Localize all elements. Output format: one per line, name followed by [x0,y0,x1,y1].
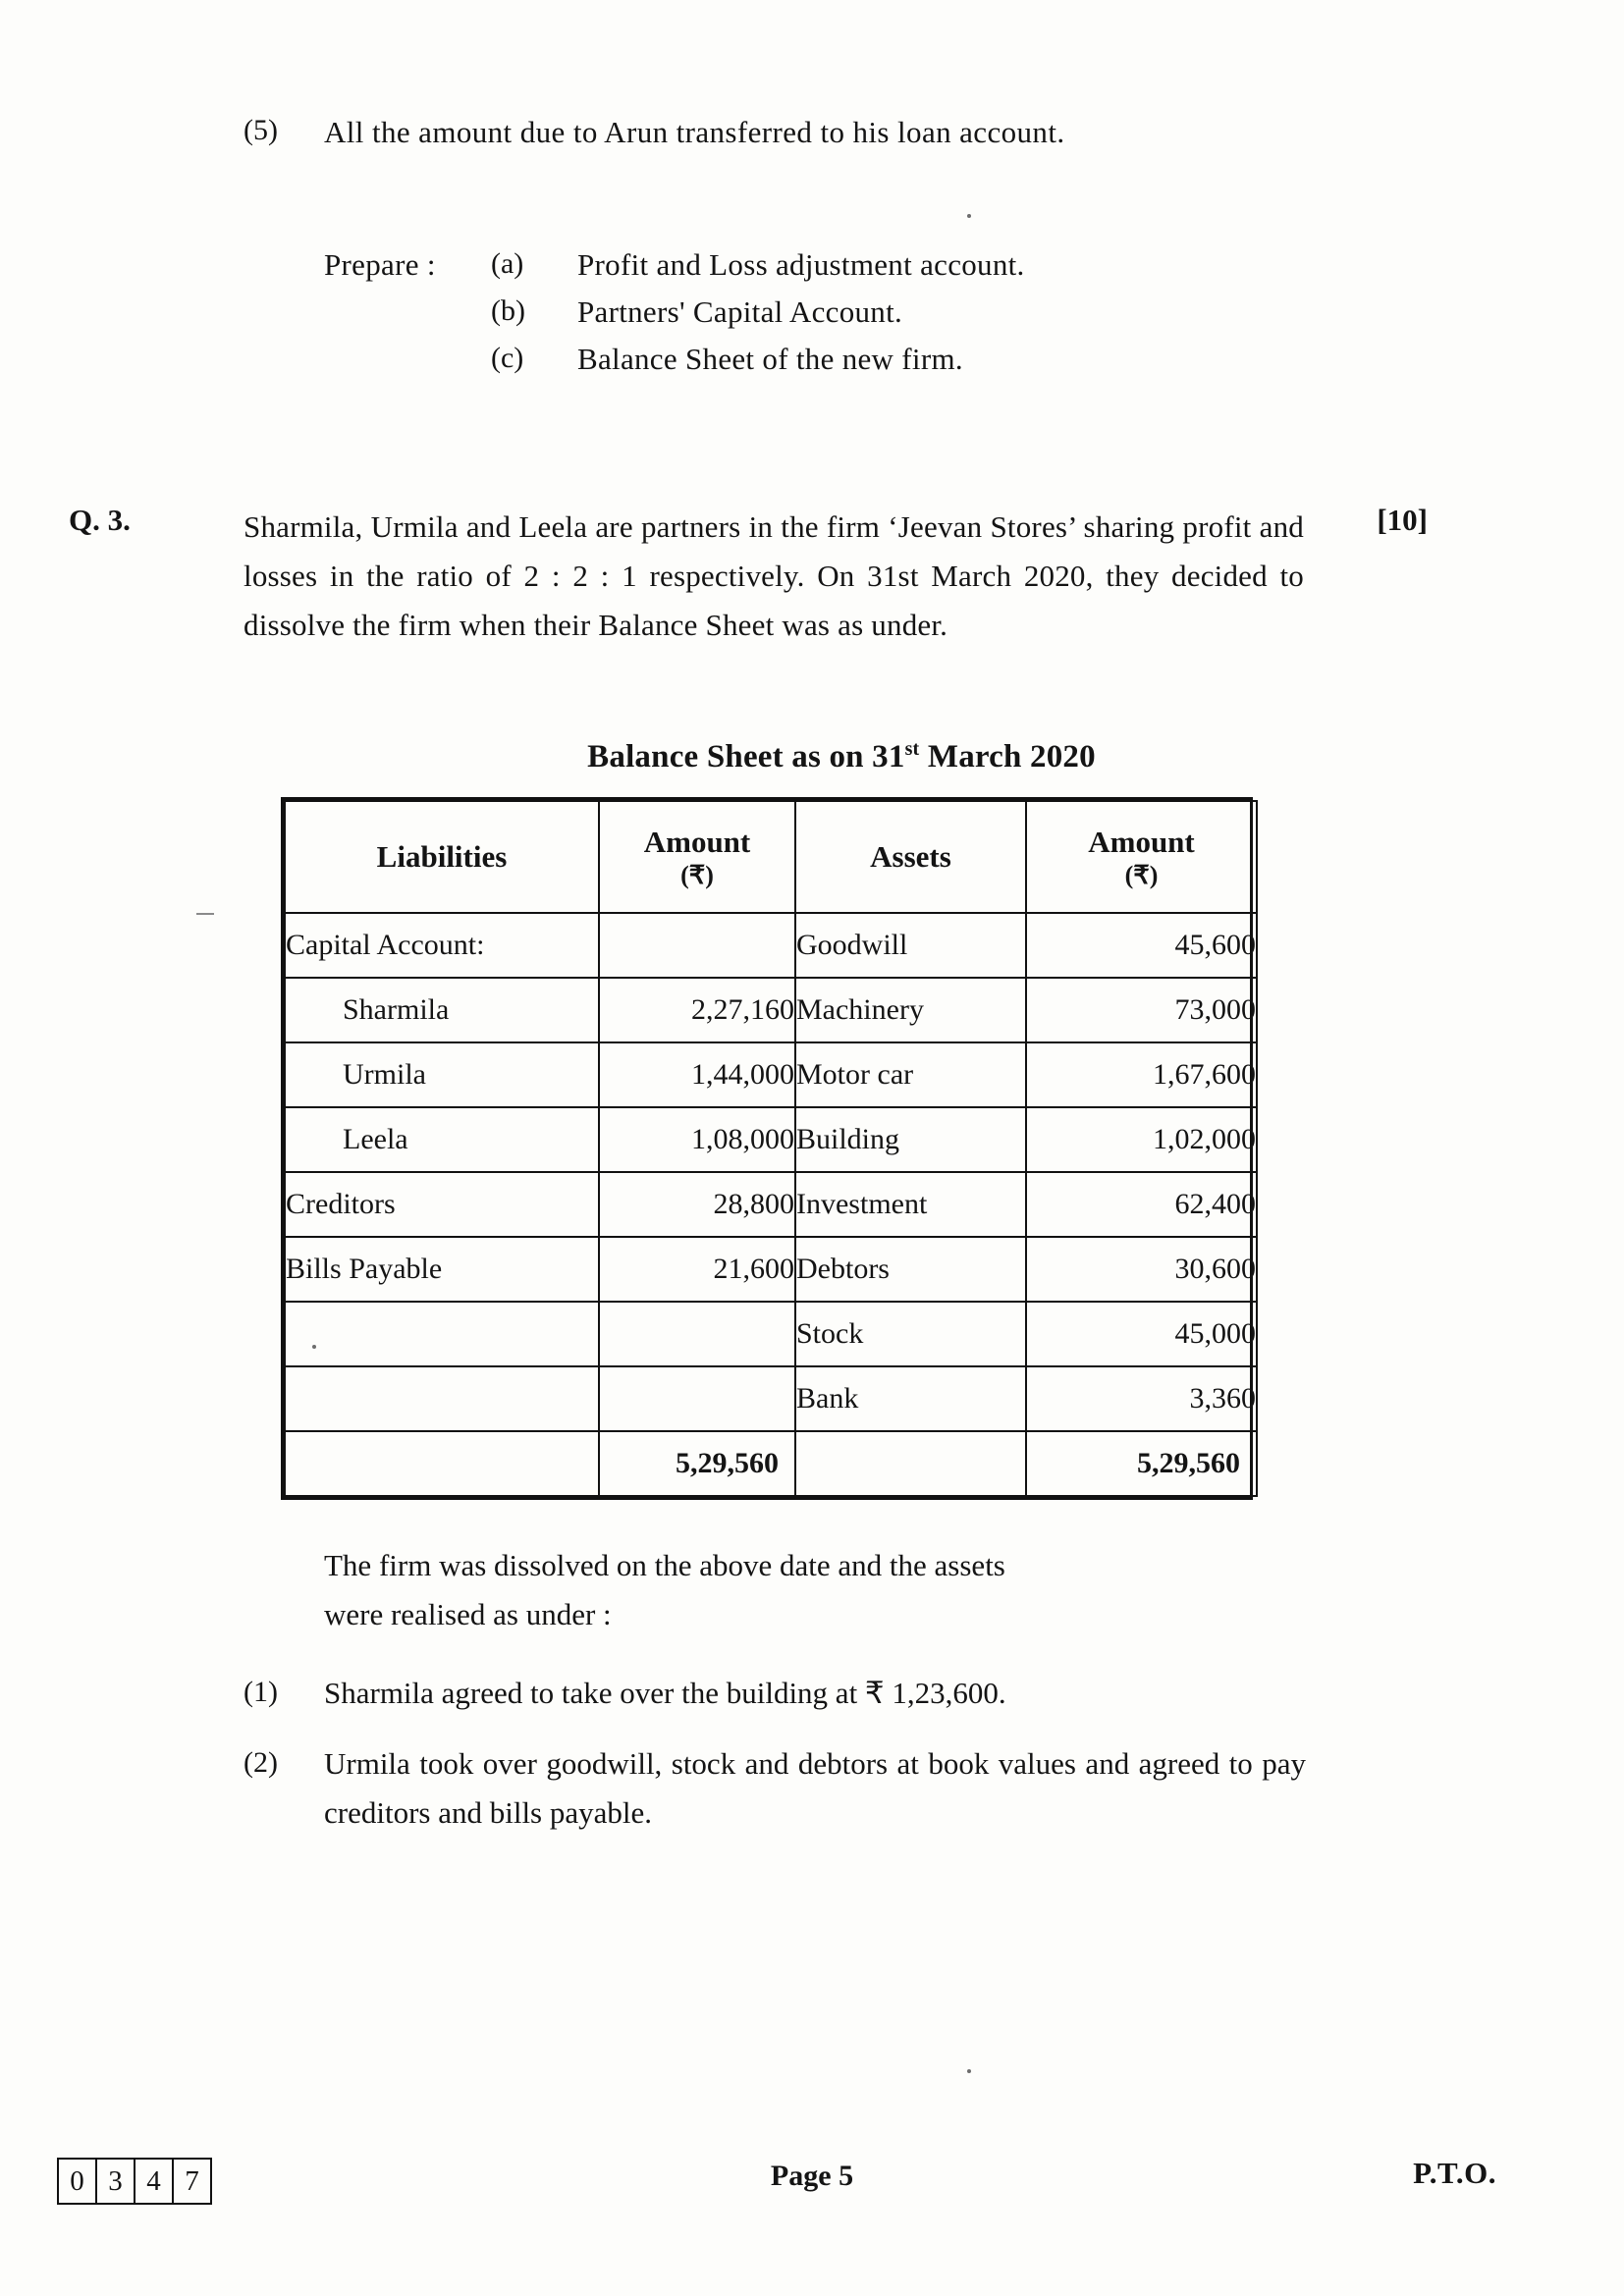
cell-asset: Investment [795,1172,1026,1237]
pto-label: P.T.O. [1413,2156,1496,2190]
cell-liability [285,1302,599,1366]
cell-asset-amount: 62,400 [1026,1172,1257,1237]
cell-liability: Capital Account: [285,913,599,978]
cell-liability-amount: 1,44,000 [599,1042,795,1107]
prepare-item-text: Profit and Loss adjustment account. [577,247,1025,282]
cell-asset-amount: 1,02,000 [1026,1107,1257,1172]
prepare-item-marker: (c) [491,342,524,374]
column-header-amount-main: Amount [1088,824,1195,859]
list-item-5-text: All the amount due to Arun transferred to his loan account. [324,115,1065,149]
scan-artifact-dot [967,214,971,218]
cell-asset-amount: 45,600 [1026,913,1257,978]
table-row [285,1107,1257,1172]
cell-asset: Bank [795,1366,1026,1431]
list-item-5 [244,108,1333,157]
table-row [285,1042,1257,1107]
list-item [244,1669,1343,1718]
scan-artifact-dot [967,2069,971,2073]
cell-asset: Machinery [795,978,1026,1042]
question-3-label: Q. 3. [69,503,131,537]
cell-asset-amount: 1,67,600 [1026,1042,1257,1107]
cell-liability-amount [599,1302,795,1366]
prepare-item-text: Partners' Capital Account. [577,294,903,329]
table-row [285,913,1257,978]
cell-liability-amount [599,913,795,978]
cell-asset-amount: 73,000 [1026,978,1257,1042]
column-header-amount-currency: (₹) [680,861,714,889]
prepare-item [491,294,1335,330]
table-row [285,1172,1257,1237]
list-item-text: Sharmila agreed to take over the building at ₹ 1,23,600. [324,1676,1006,1710]
after-table-line-2: were realised as under : [324,1597,612,1632]
list-item-text: Urmila took over goodwill, stock and debtors at book values and agreed to pay creditors and bills payable. [324,1746,1306,1831]
cell-asset: Debtors [795,1237,1026,1302]
cell-asset: Motor car [795,1042,1026,1107]
column-header-amount-liabilities [599,801,795,913]
column-header-liabilities: Liabilities [285,801,599,913]
after-table-paragraph [324,1541,1335,1639]
cell-liability: Leela [285,1107,599,1172]
cell-asset: Goodwill [795,913,1026,978]
cell-asset-amount: 30,600 [1026,1237,1257,1302]
balance-sheet-table [281,797,1256,1500]
table-row [285,1237,1257,1302]
paper-code-digit: 7 [185,2164,199,2197]
cell-liability-amount: 1,08,000 [599,1107,795,1172]
question-3-marks: [10] [1377,503,1428,537]
column-header-amount-currency: (₹) [1124,861,1159,889]
cell-total-asset-amount: 5,29,560 [1026,1431,1257,1496]
balance-sheet-title-suffix: March 2020 [919,739,1096,774]
cell-liability: Bills Payable [285,1237,599,1302]
table-row [285,1366,1257,1431]
cell-liability: Sharmila [285,978,599,1042]
table-row [285,978,1257,1042]
cell-asset-amount: 45,000 [1026,1302,1257,1366]
cell-liability-amount [599,1366,795,1431]
column-header-assets: Assets [795,801,1026,913]
prepare-item-marker: (b) [491,294,525,327]
prepare-item [491,342,1335,377]
prepare-item [491,247,1335,283]
balance-sheet-title [0,738,1624,775]
list-item-marker: (2) [244,1746,278,1780]
prepare-list [491,247,1335,389]
cell-liability [285,1366,599,1431]
column-header-amount-assets [1026,801,1257,913]
cell-liability-amount: 2,27,160 [599,978,795,1042]
prepare-label: Prepare : [324,247,436,282]
prepare-item-marker: (a) [491,247,524,280]
cell-liability: Creditors [285,1172,599,1237]
paper-code-digit: 3 [97,2160,135,2203]
cell-asset-amount: 3,360 [1026,1366,1257,1431]
cell-liability-amount: 28,800 [599,1172,795,1237]
question-3-text: Sharmila, Urmila and Leela are partners in the firm ‘Jeevan Stores’ sharing profit and losses in the ratio of 2 : 2 : 1 respectively. On 31st March 2020, they decided to dissolve the firm when their Balance Sheet was as under. [244,509,1304,643]
paper-code-digit: 4 [135,2160,174,2203]
prepare-item-text: Balance Sheet of the new firm. [577,342,963,376]
cell-liability-amount: 21,600 [599,1237,795,1302]
realisation-points-list [244,1669,1343,1860]
cell-asset: Stock [795,1302,1026,1366]
cell-liability: Urmila [285,1042,599,1107]
list-item [244,1739,1343,1838]
balance-sheet-title-superscript: st [904,738,920,760]
page-number: Page 5 [770,2160,854,2192]
table-total-row [285,1431,1257,1496]
cell-total-liability-amount: 5,29,560 [599,1431,795,1496]
paper-code-digit: 0 [59,2160,97,2203]
balance-sheet-title-prefix: Balance Sheet as on 31 [587,739,905,774]
table-header-row [285,801,1257,913]
scan-artifact-dot [312,1345,316,1349]
column-header-amount-main: Amount [643,824,751,859]
cell-total-liability-label [285,1431,599,1496]
cell-asset: Building [795,1107,1026,1172]
scan-artifact-dash [196,913,214,915]
list-item-marker: (1) [244,1676,278,1708]
list-item-5-marker: (5) [244,114,278,146]
after-table-line-1: The firm was dissolved on the above date and the assets [324,1548,1005,1582]
table-row [285,1302,1257,1366]
cell-total-asset-label [795,1431,1026,1496]
